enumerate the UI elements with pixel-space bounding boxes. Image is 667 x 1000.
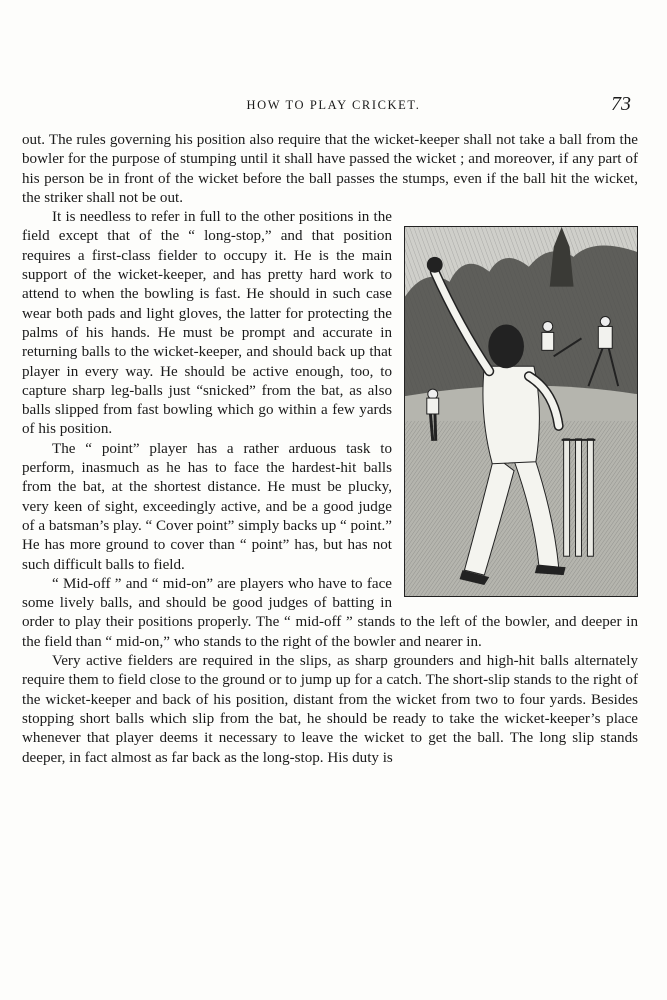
paragraph-2: It is needless to refer in full to the other positions in the field except that of the “ long-stop,” and that position requires a first-class fielder to occupy it. He is the main support of the wicket-keeper, and has pretty hard work to attend to when the bowling is fast. He should in such case wear both pads and light gloves, the latter for protecting the palms of his hands. He must be prompt and accurate in returning balls to the wicket-keeper, and should back up that player in every way. He should be active enough, too, to capture sharp leg-balls just “snicked” from the bat, as also balls slipped from fast bowling which go within a few yards of his position. [22,209,392,438]
paragraph-1: out. The rules governing his position also require that the wicket-keeper shall not take a ball from the bowler for the purpose of stumping until it shall have passed the wicket ; and moreover, if any part of his person be in front of the wicket before the ball passes the stumps, even if the ball hit the wicket, the striker shall not be out. [22,132,638,206]
paragraph-3: The “ point” player has a rather arduous task to perform, inasmuch as he has to face the hardest-hit balls from the bat, at the shortest distance. He must be plucky, very keen of sight, exceedingly active, and be a good judge of a batsman’s play. “ Cover point” simply backs up “ point.” He has more ground to cover than “ point” has, but has not such difficult balls to field. [22,440,392,573]
paragraph-4: “ Mid-off ” and “ mid-on” are players who have to face some lively balls, and should be good judges of batting in order to play their positions properly. The “ mid-off ” stands to the left of the bowler, and deeper in the field than “ mid-on,” who stands to the right of the bowler and nearer in. [22,575,638,650]
paragraph-5: Very active fielders are required in the slips, as sharp grounders and high-hit balls alternately require them to field close to the ground or to jump up for a catch. The short-slip stands to the right of the wicket-keeper and back of his position, distant from the wicket from two to four yards. Besides stopping short balls which slip from the bat, he should be ready to take the wicket-keeper’s place whenever that player deems it necessary to leave the wicket to get the ball. The long slip stands deeper, in fact almost as far back as the long-stop. His duty is [22,653,638,766]
cricket-bowler-illustration-icon [404,226,638,597]
running-title: HOW TO PLAY CRICKET. [246,98,421,112]
running-head [0,95,667,119]
body-text [22,131,638,768]
page-number: 73 [611,93,631,115]
